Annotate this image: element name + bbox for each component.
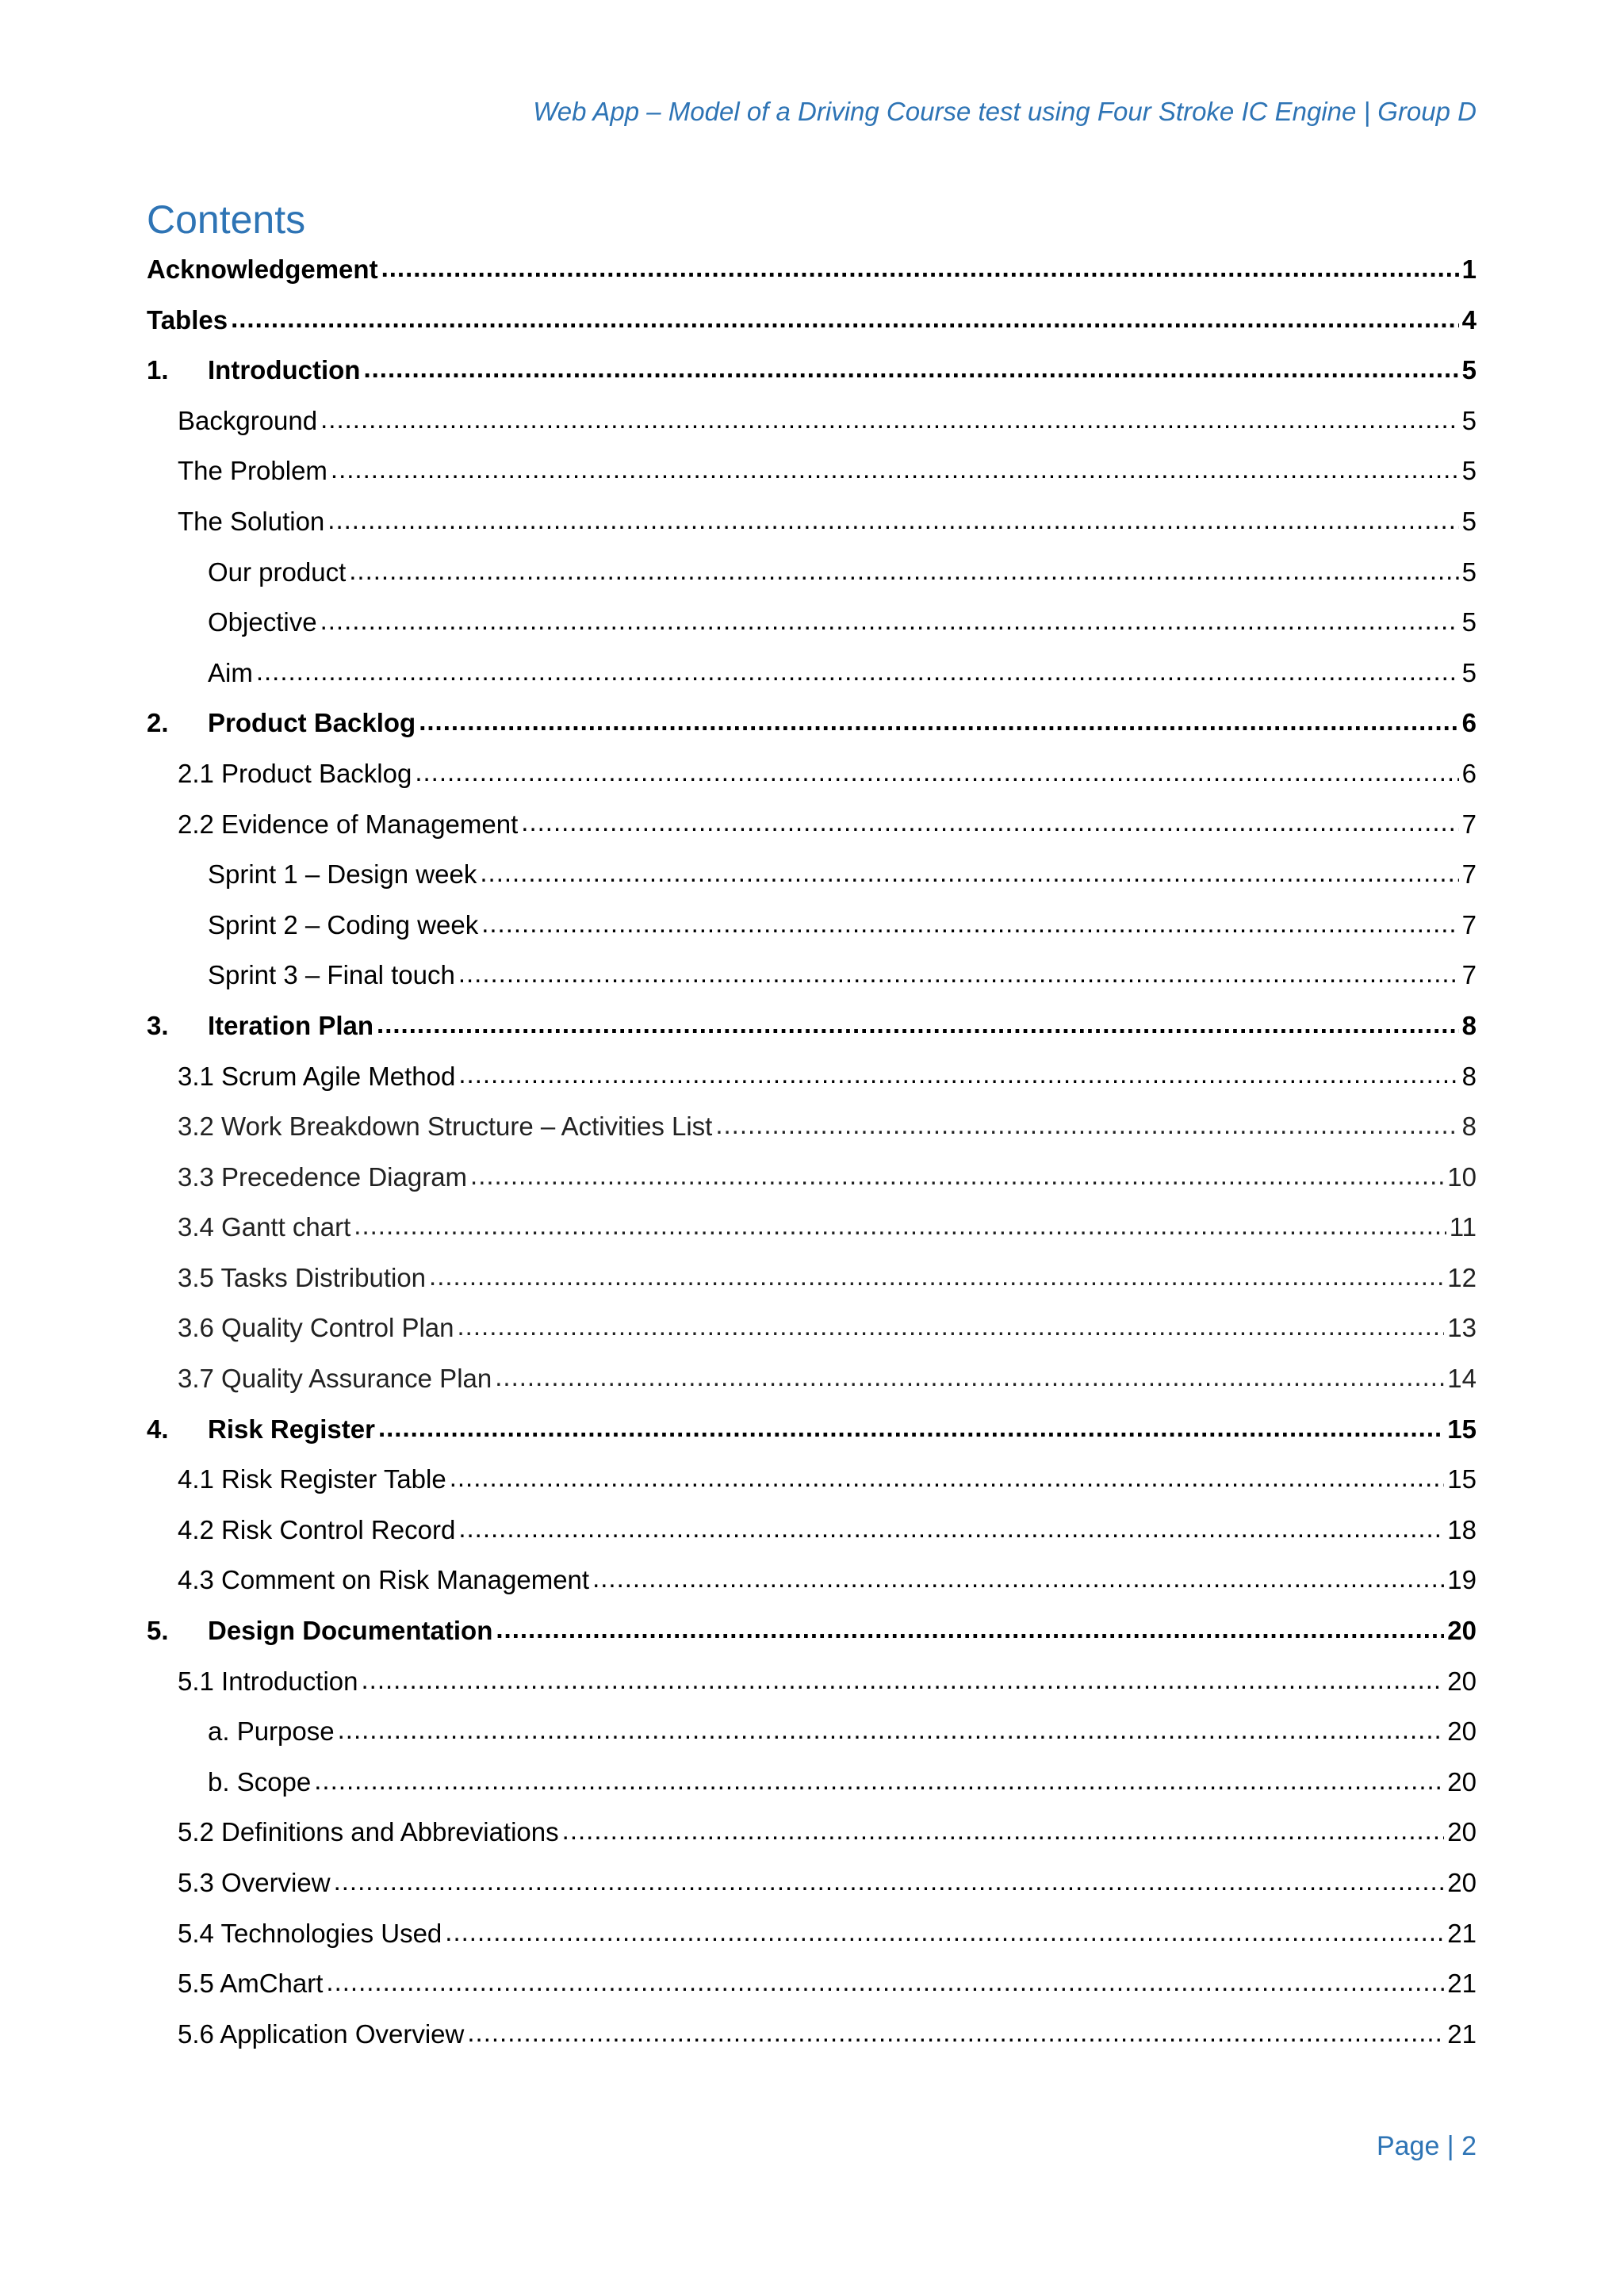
toc-entry-title: 4.1 Risk Register Table [178,1464,446,1494]
toc-entry[interactable] [147,1311,1477,1361]
toc-entry-title: 4.3 Comment on Risk Management [178,1565,590,1595]
toc-entry-title: 2.2 Evidence of Management [178,809,519,839]
toc-entry[interactable] [147,908,1477,959]
toc-dot-leader [377,1008,1459,1035]
toc-entry[interactable] [147,353,1477,404]
toc-dot-leader [481,908,1458,934]
toc-entry-page: 4 [1461,304,1477,335]
toc-entry-number: 5. [147,1616,169,1646]
running-header: Web App – Model of a Driving Course test using Four Stroke IC Engine | Group D [533,97,1477,126]
toc-entry-page: 12 [1447,1262,1477,1292]
toc-entry[interactable] [147,1059,1477,1110]
toc-entry-title: 5.6 Application Overview [178,2019,465,2049]
toc-entry[interactable] [147,1966,1477,2017]
toc-entry[interactable] [147,958,1477,1008]
toc-dot-leader [326,1966,1444,1992]
table-of-contents [147,252,1477,2067]
toc-entry-title: Objective [208,607,317,637]
toc-entry-page: 7 [1461,909,1477,939]
toc-entry[interactable] [147,1664,1477,1715]
toc-entry-page: 5 [1461,607,1477,637]
toc-dot-leader [338,1714,1445,1740]
toc-entry-page: 8 [1461,1061,1477,1091]
toc-entry-page: 11 [1449,1212,1477,1242]
toc-entry[interactable] [147,1866,1477,1916]
toc-dot-leader [592,1563,1444,1589]
toc-dot-leader [314,1765,1444,1791]
toc-entry-page: 8 [1461,1112,1477,1142]
toc-entry-number: 1. [147,355,169,385]
toc-dot-leader [458,1059,1458,1085]
toc-entry[interactable] [147,857,1477,908]
toc-entry[interactable] [147,1714,1477,1765]
toc-entry-title: The Problem [178,456,327,486]
toc-entry-title: 3.7 Quality Assurance Plan [178,1364,492,1394]
toc-entry-title: The Solution [178,506,325,536]
toc-dot-leader [362,1664,1445,1690]
toc-entry[interactable] [147,807,1477,858]
toc-entry[interactable] [147,453,1477,504]
toc-entry-page: 20 [1447,1616,1477,1646]
toc-entry-title: 3.2 Work Breakdown Structure – Activities List [178,1112,713,1142]
toc-entry[interactable] [147,1513,1477,1563]
toc-entry-title: Aim [208,657,253,687]
toc-dot-leader [429,1261,1444,1287]
toc-entry-page: 18 [1447,1514,1477,1544]
toc-entry-page: 5 [1461,355,1477,385]
toc-entry-title: Acknowledgement [147,254,378,284]
toc-entry-title: 5.2 Definitions and Abbreviations [178,1817,559,1847]
toc-entry-page: 8 [1461,1010,1477,1040]
toc-entry[interactable] [147,1210,1477,1261]
toc-entry-title: 4.2 Risk Control Record [178,1514,456,1544]
toc-entry-title: 2.1 Product Backlog [178,758,412,788]
toc-entry-title: Sprint 2 – Coding week [208,909,479,939]
toc-entry-page: 19 [1447,1565,1477,1595]
toc-entry-title: Our product [208,557,347,587]
toc-dot-leader [354,1210,1446,1236]
toc-entry-title: 5.3 Overview [178,1868,331,1897]
toc-entry-page: 7 [1461,960,1477,990]
toc-entry[interactable] [147,1765,1477,1816]
toc-dot-leader [458,1311,1445,1337]
toc-dot-leader [458,958,1459,984]
toc-entry-title: Product Backlog [208,708,416,738]
toc-entry[interactable] [147,1008,1477,1059]
toc-entry-page: 5 [1461,456,1477,486]
toc-dot-leader [320,605,1459,631]
toc-entry[interactable] [147,1815,1477,1866]
toc-entry-title: Design Documentation [208,1616,493,1646]
toc-entry-title: 3.5 Tasks Distribution [178,1262,427,1292]
toc-dot-leader [480,857,1458,883]
toc-entry[interactable] [147,756,1477,807]
toc-dot-leader [327,504,1458,530]
toc-entry-page: 21 [1447,2019,1477,2049]
toc-dot-leader [450,1462,1445,1488]
toc-entry[interactable] [147,605,1477,656]
toc-entry[interactable] [147,1462,1477,1513]
toc-entry-page: 7 [1461,859,1477,890]
toc-entry-title: Iteration Plan [208,1010,374,1040]
toc-entry-page: 5 [1461,405,1477,435]
toc-dot-leader [334,1866,1445,1892]
toc-dot-leader [715,1109,1458,1135]
toc-entry[interactable] [147,706,1477,756]
toc-entry-title: Sprint 1 – Design week [208,859,477,890]
toc-entry-number: 2. [147,708,169,738]
toc-dot-leader [419,706,1458,732]
toc-dot-leader [458,1513,1444,1539]
toc-entry-title: 3.1 Scrum Agile Method [178,1061,456,1091]
toc-dot-leader [331,453,1459,480]
toc-entry-page: 20 [1447,1817,1477,1847]
toc-entry-title: a. Purpose [208,1716,335,1747]
toc-entry[interactable] [147,1361,1477,1412]
toc-entry-title: Risk Register [208,1414,375,1444]
toc-entry[interactable] [147,404,1477,454]
toc-entry-page: 21 [1447,1918,1477,1948]
toc-dot-leader [381,252,1459,278]
toc-entry[interactable] [147,1613,1477,1664]
page-number: Page | 2 [1376,2131,1477,2161]
toc-entry-title: 5.5 AmChart [178,1969,324,1999]
toc-entry[interactable] [147,555,1477,606]
toc-entry-title: Tables [147,304,228,335]
toc-dot-leader [562,1815,1445,1841]
toc-entry-title: Background [178,405,318,435]
toc-entry-page: 6 [1461,758,1477,788]
toc-entry[interactable] [147,303,1477,354]
toc-dot-leader [320,404,1459,430]
toc-entry-page: 5 [1461,557,1477,587]
toc-dot-leader [415,756,1458,783]
toc-dot-leader [256,656,1459,682]
toc-dot-leader [363,353,1458,379]
toc-title: Contents [147,197,306,242]
toc-entry-page: 21 [1447,1969,1477,1999]
toc-entry[interactable] [147,1916,1477,1967]
toc-entry-page: 20 [1447,1716,1477,1747]
toc-entry-page: 15 [1447,1414,1477,1444]
toc-entry-page: 15 [1447,1464,1477,1494]
toc-dot-leader [470,1160,1444,1186]
toc-entry-page: 5 [1461,657,1477,687]
toc-entry-title: Sprint 3 – Final touch [208,960,455,990]
toc-entry-title: Introduction [208,355,361,385]
toc-dot-leader [521,807,1458,833]
toc-entry[interactable] [147,1109,1477,1160]
toc-dot-leader [445,1916,1444,1942]
toc-dot-leader [378,1412,1444,1438]
toc-entry[interactable] [147,1563,1477,1613]
toc-entry-page: 6 [1461,708,1477,738]
toc-entry-page: 20 [1447,1766,1477,1797]
toc-entry-page: 5 [1461,506,1477,536]
toc-entry[interactable] [147,252,1477,303]
toc-entry[interactable] [147,1261,1477,1311]
toc-entry-page: 1 [1461,254,1477,284]
toc-dot-leader [495,1361,1444,1387]
toc-entry[interactable] [147,1412,1477,1463]
toc-entry-title: 5.4 Technologies Used [178,1918,442,1948]
toc-entry-title: b. Scope [208,1766,312,1797]
toc-entry-title: 3.3 Precedence Diagram [178,1161,468,1192]
toc-dot-leader [231,303,1459,329]
toc-dot-leader [496,1613,1444,1640]
toc-dot-leader [349,555,1458,581]
toc-entry-page: 7 [1461,809,1477,839]
toc-entry-title: 3.4 Gantt chart [178,1212,351,1242]
toc-entry-page: 20 [1447,1868,1477,1897]
toc-entry[interactable] [147,1160,1477,1211]
toc-entry-page: 14 [1447,1364,1477,1394]
toc-entry-number: 3. [147,1010,169,1040]
toc-entry[interactable] [147,656,1477,706]
toc-entry-page: 20 [1447,1666,1477,1696]
toc-entry-title: 5.1 Introduction [178,1666,358,1696]
toc-entry-number: 4. [147,1414,169,1444]
toc-dot-leader [467,2017,1444,2043]
toc-entry[interactable] [147,2017,1477,2068]
toc-entry-title: 3.6 Quality Control Plan [178,1313,454,1343]
toc-entry-page: 13 [1447,1313,1477,1343]
toc-entry[interactable] [147,504,1477,555]
toc-entry-page: 10 [1447,1161,1477,1192]
